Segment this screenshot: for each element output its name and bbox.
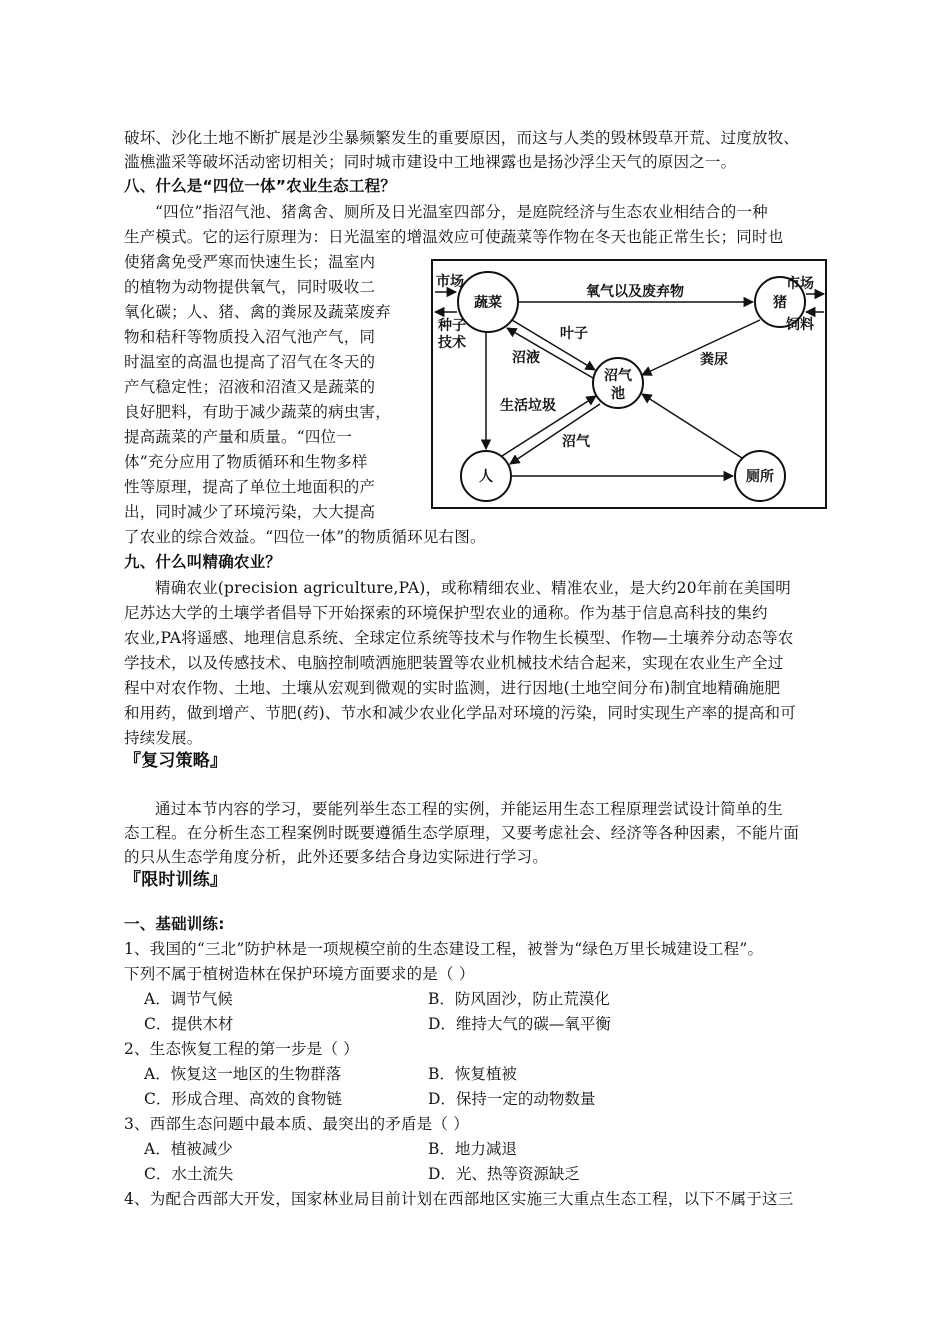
section-8-narrow-line: 产气稳定性；沼液和沼渣又是蔬菜的 [124,378,376,396]
label-market-right: 市场 [786,276,814,292]
review-line: 通过本节内容的学习，要能列举生态工程的实例，并能运用生态工程原理尝试设计简单的生 [155,800,784,818]
intro-line-2: 滥樵滥采等破坏活动密切相关；同时城市建设中工地裸露也是扬沙浮尘天气的原因之一。 [124,153,737,171]
section-9-line: 学技术，以及传感技术、电脑控制喷洒施肥装置等农业机械技术结合起来，实现在农业生产全过 [124,654,784,672]
section-9-line: 精确农业(precision agriculture,PA)，或称精细农业、精准农业，是大约20年前在美国明 [155,579,791,597]
section-8-line-1: “四位”指沼气池、猪禽舍、厕所及日光温室四部分，是庭院经济与生态农业相结合的一种 [155,203,768,221]
label-leaves: 叶子 [560,326,588,342]
question-2-stem: 2、生态恢复工程的第一步是（ ） [124,1040,359,1058]
review-strategy-title: 『复习策略』 [124,751,228,771]
question-2-option-d: D．保持一定的动物数量 [428,1090,596,1108]
node-pig-label: 猪 [773,295,787,311]
question-1-option-d: D．维持大气的碳—氧平衡 [428,1015,611,1033]
question-1-option-c: C．提供木材 [144,1015,234,1033]
section-8-last-line: 了农业的综合效益。“四位一体”的物质循环见右图。 [124,528,486,546]
section-8-narrow-line: 使猪禽免受严寒而快速生长；温室内 [124,253,376,271]
node-biogas-label: 池 [611,386,625,402]
section-8-narrow-line: 出，同时减少了环境污染，大大提高 [124,503,376,521]
label-feed: 饲料 [786,317,814,333]
question-3-option-a: A．植被减少 [144,1140,233,1158]
review-line: 态工程。在分析生态工程案例时既要遵循生态学原理，又要考虑社会、经济等各种因素，不能片面 [124,824,800,842]
section-9-heading: 九、什么叫精确农业？ [124,553,282,571]
section-8-narrow-line: 性等原理，提高了单位土地面积的产 [124,478,376,496]
question-1-stem: 下列不属于植树造林在保护环境方面要求的是（ ） [124,965,475,983]
question-1-option-a: A．调节气候 [144,990,233,1008]
question-1-stem: 1、我国的“三北”防护林是一项规模空前的生态建设工程，被誉为“绿色万里长城建设工程”。 [124,940,764,958]
label-oxygen-waste: 氧气以及废弃物 [586,284,684,300]
label-manure: 粪尿 [700,352,728,368]
question-2-option-c: C．形成合理、高效的食物链 [144,1090,342,1108]
intro-line-1: 破坏、沙化土地不断扩展是沙尘暴频繁发生的重要原因，而这与人类的毁林毁草开荒、过度放牧、 [124,129,800,147]
review-line: 的只从生态学角度分析，此外还要多结合身边实际进行学习。 [124,848,548,866]
section-8-narrow-line: 良好肥料，有助于减少蔬菜的病虫害， [124,403,391,421]
question-4-stem: 4、为配合西部大开发，国家林业局目前计划在西部地区实施三大重点生态工程，以下不属于这三 [124,1190,794,1208]
section-8-narrow-line: 氧化碳；人、猪、禽的粪尿及蔬菜废弃 [124,303,391,321]
question-2-option-a: A．恢复这一地区的生物群落 [144,1065,342,1083]
section-9-line: 和用药，做到增产、节肥(药)、节水和减少农业化学品对环境的污染，同时实现生产率的提高和可 [124,704,796,722]
section-8-narrow-line: 提高蔬菜的产量和质量。“四位一 [124,428,352,446]
question-2-option-b: B．恢复植被 [428,1065,517,1083]
arrow-toilet-to-biogas [642,394,742,458]
node-toilet-label: 厕所 [746,469,774,485]
section-8-narrow-line: 时温室的高温也提高了沼气在冬天的 [124,353,376,371]
section-9-line: 尼苏达大学的土壤学者倡导下开始探索的环境保护型农业的通称。作为基于信息高科技的集约 [124,604,768,622]
label-technology: 技术 [438,335,466,351]
question-3-option-c: C．水土流失 [144,1165,234,1183]
question-3-stem: 3、西部生态问题中最本质、最突出的矛盾是（ ） [124,1115,469,1133]
section-9-line: 农业,PA将遥感、地理信息系统、全球定位系统等技术与作物生长模型、作物—土壤养分动态等农 [124,629,794,647]
node-human-label: 人 [479,469,493,485]
timed-training-title: 『限时训练』 [124,870,228,890]
section-8-line-2: 生产模式。它的运行原理为：日光温室的增温效应可使蔬菜等作物在冬天也能正常生长；同时也 [124,228,784,246]
question-3-option-b: B．地力减退 [428,1140,517,1158]
section-8-heading: 八、什么是“四位一体”农业生态工程？ [124,177,396,195]
node-vegetables-label: 蔬菜 [474,295,502,311]
node-biogas-label: 沼气 [604,368,632,384]
label-seed: 种子 [438,318,466,334]
label-biogas-slurry: 沼液 [512,350,540,366]
label-garbage: 生活垃圾 [500,398,556,414]
label-market-left: 市场 [436,274,464,290]
section-9-line: 持续发展。 [124,729,203,747]
section-8-narrow-line: 体”充分应用了物质循环和生物多样 [124,453,368,471]
section-8-narrow-line: 的植物为动物提供氧气，同时吸收二 [124,278,376,296]
question-3-option-d: D．光、热等资源缺乏 [428,1165,580,1183]
basic-training-heading: 一、基础训练: [124,915,225,933]
section-9-line: 程中对农作物、土地、土壤从宏观到微观的实时监测，进行因地(土地空间分布)制宜地精确施肥 [124,679,781,697]
question-1-option-b: B．防风固沙，防止荒漠化 [428,990,610,1008]
section-8-narrow-line: 物和秸秆等物质投入沼气池产气，同 [124,328,376,346]
four-in-one-cycle-diagram [430,258,830,513]
label-biogas: 沼气 [562,434,590,450]
